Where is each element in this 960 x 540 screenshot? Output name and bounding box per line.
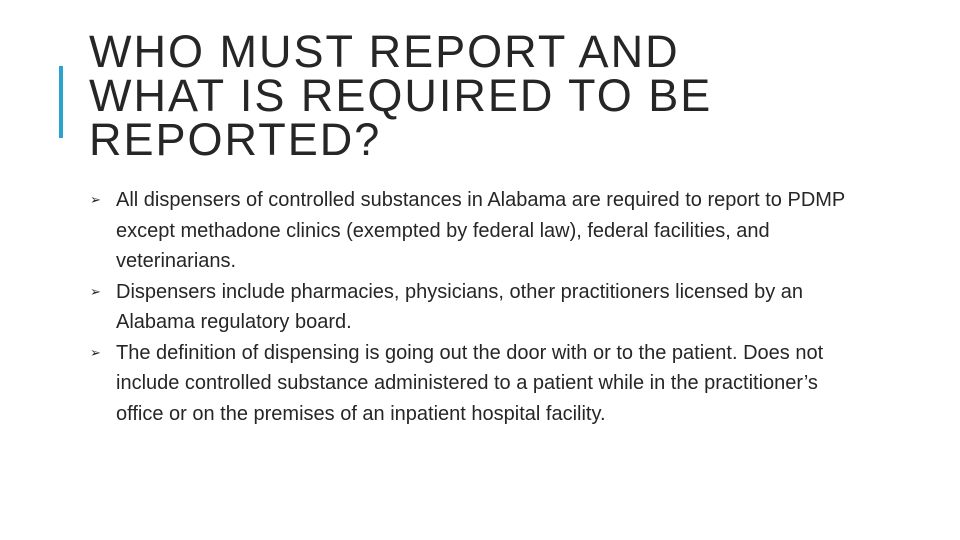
bullet-text: All dispensers of controlled substances in Alabama are required to report to PDMP except methadone clinics (exempted by federal law), federal facilities, and veterinarians. [116,189,845,272]
slide-title-line-2: WHAT IS REQUIRED TO BE [89,70,713,121]
bullet-text: Dispensers include pharmacies, physicians, other practitioners licensed by an Alabama regulatory board. [116,280,804,333]
slide-title [89,26,929,165]
bullet-item [90,185,870,277]
bullet-list [90,185,870,429]
bullet-item [90,277,870,338]
arrow-bullet-icon: ➢ [90,344,101,360]
slide-title-line-1: WHO MUST REPORT AND [89,26,680,77]
slide-title-line-3: REPORTED? [89,114,382,165]
title-accent-bar [59,66,63,138]
bullet-text: The definition of dispensing is going out the door with or to the patient. Does not include controlled substance administered to a patient while in the practitioner’s office or on the premises of an inpatient hospital facility. [116,341,824,425]
arrow-bullet-icon: ➢ [90,283,101,299]
arrow-bullet-icon: ➢ [90,192,101,207]
bullet-item [90,338,870,430]
